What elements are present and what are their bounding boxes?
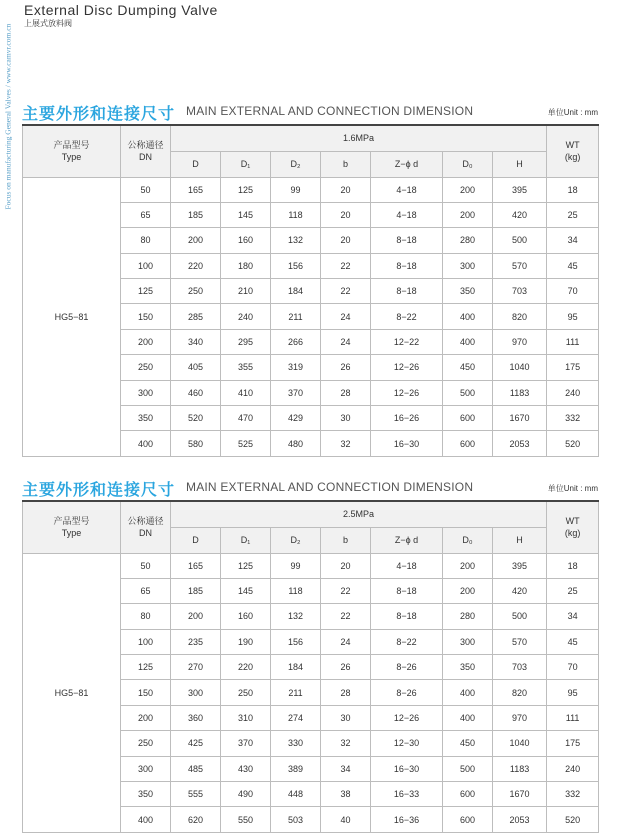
table-cell: 350 xyxy=(443,279,493,304)
table-cell: 400 xyxy=(121,807,171,832)
table-cell: 184 xyxy=(271,279,321,304)
table-cell: 250 xyxy=(121,731,171,756)
table-cell: 620 xyxy=(171,807,221,832)
section-header xyxy=(22,477,598,497)
table-cell: 500 xyxy=(443,380,493,405)
col-header-dn xyxy=(121,125,171,177)
table-cell: 145 xyxy=(221,578,271,603)
table-cell: 490 xyxy=(221,782,271,807)
col-header-dn xyxy=(121,501,171,553)
table-cell: 389 xyxy=(271,756,321,781)
table-cell: 210 xyxy=(221,279,271,304)
table-cell: 220 xyxy=(221,655,271,680)
table-cell: 70 xyxy=(547,279,599,304)
table-cell: 165 xyxy=(171,177,221,202)
table-cell: 99 xyxy=(271,553,321,578)
table-cell: 520 xyxy=(547,431,599,456)
table-cell: 200 xyxy=(443,578,493,603)
table-cell: 132 xyxy=(271,604,321,629)
page-title: External Disc Dumping Valve xyxy=(24,2,218,18)
table-cell: 250 xyxy=(121,355,171,380)
table-cell: 405 xyxy=(171,355,221,380)
col-header-type-cn: 产品型号 xyxy=(53,516,90,527)
dimension-table xyxy=(22,124,599,457)
table-cell: 22 xyxy=(321,253,371,278)
table-cell: 150 xyxy=(121,680,171,705)
col-header-sub: D xyxy=(171,527,221,553)
table-cell: 395 xyxy=(493,177,547,202)
table-cell: 300 xyxy=(171,680,221,705)
col-header-sub: D₁ xyxy=(221,527,271,553)
col-header-sub: H xyxy=(493,527,547,553)
table-cell: 280 xyxy=(443,228,493,253)
table-cell: 332 xyxy=(547,782,599,807)
table-cell: 45 xyxy=(547,629,599,654)
table-cell: 200 xyxy=(443,553,493,578)
table-cell: 80 xyxy=(121,228,171,253)
table-cell: 820 xyxy=(493,304,547,329)
col-header-wt-label: WT xyxy=(565,516,580,527)
table-cell: 150 xyxy=(121,304,171,329)
table-cell: 480 xyxy=(271,431,321,456)
table-cell: 125 xyxy=(121,655,171,680)
col-header-type-cn: 产品型号 xyxy=(53,140,90,151)
table-cell: 45 xyxy=(547,253,599,278)
table-cell: 22 xyxy=(321,279,371,304)
table-cell: 2053 xyxy=(493,807,547,832)
table-cell: 125 xyxy=(221,177,271,202)
table-cell: 28 xyxy=(321,680,371,705)
type-cell: HG5−81 xyxy=(23,553,121,832)
table-cell: 450 xyxy=(443,731,493,756)
table-cell: 18 xyxy=(547,553,599,578)
table-cell: 1670 xyxy=(493,406,547,431)
table-cell: 400 xyxy=(121,431,171,456)
table-cell: 8−18 xyxy=(371,253,443,278)
table-cell: 4−18 xyxy=(371,553,443,578)
table-cell: 8−18 xyxy=(371,228,443,253)
table-cell: 520 xyxy=(171,406,221,431)
table-cell: 18 xyxy=(547,177,599,202)
col-header-sub: D₀ xyxy=(443,151,493,177)
table-cell: 240 xyxy=(547,380,599,405)
table-cell: 26 xyxy=(321,655,371,680)
table-cell: 185 xyxy=(171,578,221,603)
table-cell: 600 xyxy=(443,782,493,807)
table-cell: 570 xyxy=(493,253,547,278)
table-cell: 12−30 xyxy=(371,731,443,756)
table-cell: 16−33 xyxy=(371,782,443,807)
table-cell: 400 xyxy=(443,680,493,705)
table-cell: 570 xyxy=(493,629,547,654)
table-cell: 16−36 xyxy=(371,807,443,832)
col-header-dn-cn: 公称通径 xyxy=(127,140,164,151)
col-header-sub: D₀ xyxy=(443,527,493,553)
table-cell: 1183 xyxy=(493,756,547,781)
col-header-sub: D xyxy=(171,151,221,177)
table-cell: 285 xyxy=(171,304,221,329)
table-cell: 95 xyxy=(547,304,599,329)
table-cell: 180 xyxy=(221,253,271,278)
table-cell: 274 xyxy=(271,705,321,730)
unit-label: 单位Unit : mm xyxy=(547,108,598,117)
table-cell: 300 xyxy=(121,380,171,405)
table-cell: 580 xyxy=(171,431,221,456)
table-cell: 25 xyxy=(547,202,599,227)
table-cell: 240 xyxy=(547,756,599,781)
table-cell: 70 xyxy=(547,655,599,680)
table-cell: 100 xyxy=(121,629,171,654)
table-cell: 703 xyxy=(493,279,547,304)
table-cell: 200 xyxy=(171,604,221,629)
table-cell: 300 xyxy=(443,253,493,278)
section-header xyxy=(22,101,598,121)
col-header-wt-label: WT xyxy=(565,140,580,151)
table-cell: 12−26 xyxy=(371,705,443,730)
table-cell: 28 xyxy=(321,380,371,405)
table-cell: 500 xyxy=(443,756,493,781)
table-cell: 125 xyxy=(121,279,171,304)
table-cell: 350 xyxy=(443,655,493,680)
table-cell: 319 xyxy=(271,355,321,380)
table-cell: 430 xyxy=(221,756,271,781)
table-cell: 24 xyxy=(321,329,371,354)
table-cell: 38 xyxy=(321,782,371,807)
section-title-en: MAIN EXTERNAL AND CONNECTION DIMENSION xyxy=(186,480,474,494)
table-cell: 330 xyxy=(271,731,321,756)
table-cell: 250 xyxy=(171,279,221,304)
table-cell: 240 xyxy=(221,304,271,329)
table-cell: 12−22 xyxy=(371,329,443,354)
table-cell: 340 xyxy=(171,329,221,354)
table-cell: 125 xyxy=(221,553,271,578)
table-cell: 395 xyxy=(493,553,547,578)
table-cell: 34 xyxy=(547,604,599,629)
table-cell: 80 xyxy=(121,604,171,629)
col-header-type xyxy=(23,501,121,553)
col-header-sub: Z−ϕ d xyxy=(371,527,443,553)
table-cell: 200 xyxy=(443,202,493,227)
col-header-wt xyxy=(547,125,599,177)
table-cell: 420 xyxy=(493,578,547,603)
col-header-dn-cn: 公称通径 xyxy=(127,516,164,527)
table-cell: 16−26 xyxy=(371,406,443,431)
table-cell: 30 xyxy=(321,406,371,431)
table-cell: 555 xyxy=(171,782,221,807)
table-cell: 16−30 xyxy=(371,431,443,456)
table-cell: 12−26 xyxy=(371,380,443,405)
table-cell: 22 xyxy=(321,604,371,629)
table-cell: 400 xyxy=(443,329,493,354)
table-cell: 280 xyxy=(443,604,493,629)
table-cell: 350 xyxy=(121,782,171,807)
col-header-sub: b xyxy=(321,527,371,553)
table-cell: 24 xyxy=(321,629,371,654)
table-cell: 8−18 xyxy=(371,604,443,629)
section-title-en: MAIN EXTERNAL AND CONNECTION DIMENSION xyxy=(186,104,474,118)
table-cell: 485 xyxy=(171,756,221,781)
col-header-sub: D₁ xyxy=(221,151,271,177)
col-header-type-en: Type xyxy=(61,528,82,539)
table-cell: 165 xyxy=(171,553,221,578)
table-cell: 220 xyxy=(171,253,221,278)
table-cell: 12−26 xyxy=(371,355,443,380)
table-cell: 32 xyxy=(321,731,371,756)
unit-label: 单位Unit : mm xyxy=(547,484,598,493)
col-header-type xyxy=(23,125,121,177)
table-cell: 111 xyxy=(547,705,599,730)
col-header-wt-unit: (kg) xyxy=(564,152,581,163)
table-cell: 355 xyxy=(221,355,271,380)
table-cell: 425 xyxy=(171,731,221,756)
table-cell: 310 xyxy=(221,705,271,730)
table-cell: 520 xyxy=(547,807,599,832)
table-cell: 360 xyxy=(171,705,221,730)
table-cell: 190 xyxy=(221,629,271,654)
table-cell: 99 xyxy=(271,177,321,202)
table-cell: 118 xyxy=(271,578,321,603)
table-cell: 160 xyxy=(221,228,271,253)
table-cell: 24 xyxy=(321,304,371,329)
table-cell: 50 xyxy=(121,553,171,578)
table-cell: 8−26 xyxy=(371,655,443,680)
table-cell: 350 xyxy=(121,406,171,431)
table-cell: 1670 xyxy=(493,782,547,807)
table-cell: 550 xyxy=(221,807,271,832)
table-cell: 1040 xyxy=(493,731,547,756)
table-cell: 370 xyxy=(221,731,271,756)
table-cell: 175 xyxy=(547,731,599,756)
table-cell: 145 xyxy=(221,202,271,227)
table-cell: 1183 xyxy=(493,380,547,405)
table-cell: 300 xyxy=(121,756,171,781)
table-cell: 50 xyxy=(121,177,171,202)
table-cell: 8−18 xyxy=(371,279,443,304)
page-subtitle: 上展式放料阀 xyxy=(24,19,72,28)
table-cell: 156 xyxy=(271,629,321,654)
table-cell: 8−22 xyxy=(371,629,443,654)
table-cell: 20 xyxy=(321,553,371,578)
table-cell: 20 xyxy=(321,177,371,202)
col-header-wt xyxy=(547,501,599,553)
col-header-sub: b xyxy=(321,151,371,177)
table-cell: 4−18 xyxy=(371,177,443,202)
table-cell: 450 xyxy=(443,355,493,380)
table-cell: 503 xyxy=(271,807,321,832)
table-cell: 25 xyxy=(547,578,599,603)
table-cell: 470 xyxy=(221,406,271,431)
table-cell: 132 xyxy=(271,228,321,253)
table-cell: 65 xyxy=(121,578,171,603)
table-cell: 200 xyxy=(443,177,493,202)
table-cell: 175 xyxy=(547,355,599,380)
table-cell: 40 xyxy=(321,807,371,832)
table-row xyxy=(23,177,599,202)
table-cell: 500 xyxy=(493,604,547,629)
table-cell: 1040 xyxy=(493,355,547,380)
table-cell: 185 xyxy=(171,202,221,227)
table-cell: 8−22 xyxy=(371,304,443,329)
table-cell: 200 xyxy=(121,705,171,730)
table-cell: 429 xyxy=(271,406,321,431)
col-header-wt-unit: (kg) xyxy=(564,528,581,539)
table-cell: 26 xyxy=(321,355,371,380)
table-cell: 65 xyxy=(121,202,171,227)
table-cell: 211 xyxy=(271,680,321,705)
table-cell: 525 xyxy=(221,431,271,456)
table-cell: 16−30 xyxy=(371,756,443,781)
table-cell: 20 xyxy=(321,202,371,227)
section-title-cn: 主要外形和连接尺寸 xyxy=(22,482,176,499)
table-cell: 250 xyxy=(221,680,271,705)
table-cell: 300 xyxy=(443,629,493,654)
table-cell: 34 xyxy=(321,756,371,781)
table-cell: 160 xyxy=(221,604,271,629)
table-cell: 4−18 xyxy=(371,202,443,227)
table-cell: 332 xyxy=(547,406,599,431)
table-cell: 200 xyxy=(121,329,171,354)
side-tagline: Focus on manufacturing General Valves / www.camvr.com.cn xyxy=(3,23,13,210)
table-cell: 460 xyxy=(171,380,221,405)
pressure-header: 1.6MPa xyxy=(171,125,547,151)
table-cell: 32 xyxy=(321,431,371,456)
table-cell: 820 xyxy=(493,680,547,705)
table-cell: 100 xyxy=(121,253,171,278)
table-cell: 703 xyxy=(493,655,547,680)
col-header-sub: H xyxy=(493,151,547,177)
table-cell: 448 xyxy=(271,782,321,807)
pressure-header: 2.5MPa xyxy=(171,501,547,527)
table-cell: 22 xyxy=(321,578,371,603)
table-cell: 600 xyxy=(443,431,493,456)
table-cell: 235 xyxy=(171,629,221,654)
table-cell: 600 xyxy=(443,406,493,431)
table-cell: 266 xyxy=(271,329,321,354)
table-cell: 970 xyxy=(493,705,547,730)
table-cell: 970 xyxy=(493,329,547,354)
table-cell: 184 xyxy=(271,655,321,680)
table-cell: 156 xyxy=(271,253,321,278)
section-title-cn: 主要外形和连接尺寸 xyxy=(22,106,176,123)
table-cell: 2053 xyxy=(493,431,547,456)
table-cell: 95 xyxy=(547,680,599,705)
type-cell: HG5−81 xyxy=(23,177,121,456)
table-cell: 410 xyxy=(221,380,271,405)
table-cell: 118 xyxy=(271,202,321,227)
dimension-table xyxy=(22,500,599,833)
table-cell: 111 xyxy=(547,329,599,354)
col-header-dn-en: DN xyxy=(139,528,152,539)
table-cell: 600 xyxy=(443,807,493,832)
table-cell: 370 xyxy=(271,380,321,405)
table-cell: 295 xyxy=(221,329,271,354)
col-header-sub: Z−ϕ d xyxy=(371,151,443,177)
table-cell: 400 xyxy=(443,705,493,730)
col-header-type-en: Type xyxy=(61,152,82,163)
table-cell: 34 xyxy=(547,228,599,253)
col-header-dn-en: DN xyxy=(139,152,152,163)
table-cell: 8−26 xyxy=(371,680,443,705)
table-row xyxy=(23,553,599,578)
table-cell: 211 xyxy=(271,304,321,329)
table-cell: 420 xyxy=(493,202,547,227)
col-header-sub: D₂ xyxy=(271,527,321,553)
table-cell: 500 xyxy=(493,228,547,253)
table-cell: 270 xyxy=(171,655,221,680)
table-cell: 20 xyxy=(321,228,371,253)
table-cell: 8−18 xyxy=(371,578,443,603)
col-header-sub: D₂ xyxy=(271,151,321,177)
table-cell: 200 xyxy=(171,228,221,253)
table-cell: 400 xyxy=(443,304,493,329)
table-cell: 30 xyxy=(321,705,371,730)
